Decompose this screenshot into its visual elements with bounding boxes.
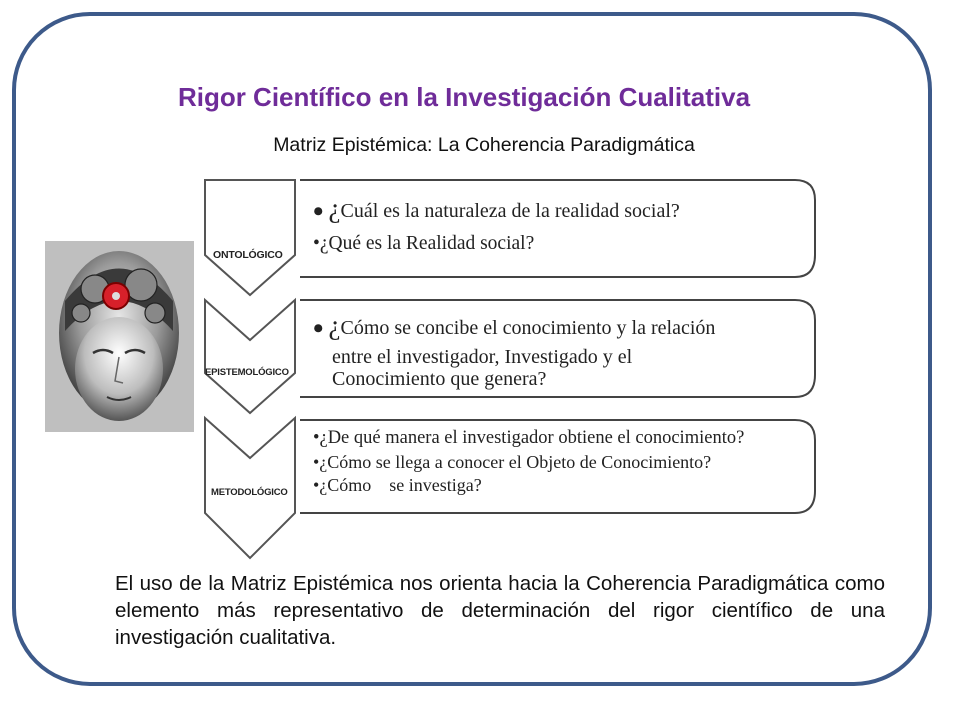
brain-gears-head-icon [45,241,194,432]
metodologico-questions [313,428,744,495]
slide-subtitle: Matriz Epistémica: La Coherencia Paradigmática [273,134,695,156]
epistemologico-questions [313,310,715,390]
ontologico-question-1: Cuál es la naturaleza de la realidad social? [340,200,680,222]
slide-title: Rigor Científico en la Investigación Cualitativa [177,82,751,112]
question-mark-open: ¿ [328,310,341,340]
level-label-metodologico: METODOLÓGICO [211,487,288,498]
epistemologico-line-3: Conocimiento que genera? [332,367,547,390]
question-mark-open: ¿ [328,193,341,223]
level-label-ontologico: ONTOLÓGICO [213,249,283,261]
ontologico-question-2: •¿Qué es la Realidad social? [313,232,535,254]
epistemologico-line-2: entre el investigador, Investigado y el [332,345,633,368]
ontologico-questions [313,193,680,254]
metodologico-question-3: •¿Cómo se investiga? [313,474,482,495]
level-label-epistemologico: EPISTEMOLÓGICO [205,367,289,378]
epistemologico-line-1: Cómo se concibe el conocimiento y la relación [340,317,716,339]
chevron-epistemologico [205,300,295,413]
metodologico-question-2: •¿Cómo se llega a conocer el Objeto de Conocimiento? [313,451,712,472]
slide-body-text: El uso de la Matriz Epistémica nos orienta hacia la Coherencia Paradigmática como elemento más representativo de determinación del rigor científico de una investigación cualitativa. [115,572,885,650]
chevron-ontologico [205,180,295,295]
bullet-mark: • [313,195,324,228]
metodologico-question-1: •¿De qué manera el investigador obtiene el conocimiento? [313,428,745,448]
bullet-mark: • [313,312,324,345]
